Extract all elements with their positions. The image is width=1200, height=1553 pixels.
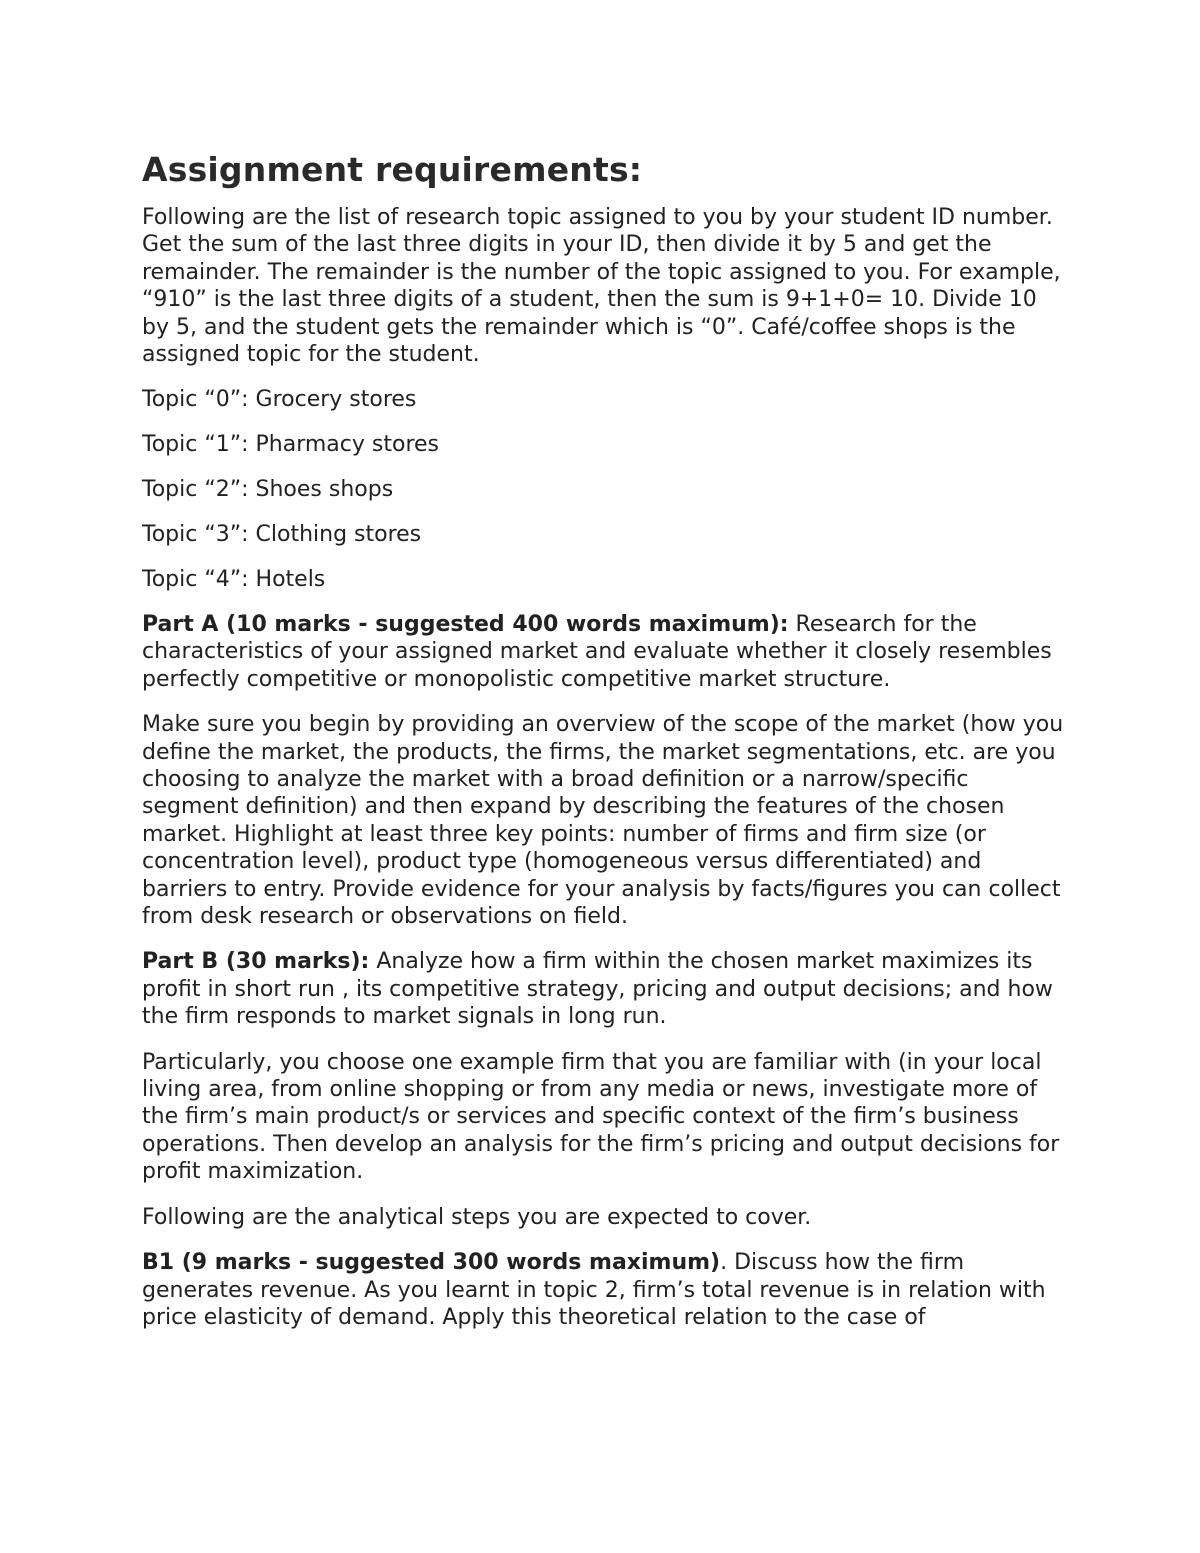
topic-item-0: Topic “0”: Grocery stores [142,387,417,413]
part-a-paragraph [142,611,1064,693]
topic-item-3: Topic “3”: Clothing stores [142,522,422,548]
topic-item-1: Topic “1”: Pharmacy stores [142,432,439,458]
part-a-heading: Part A (10 marks - suggested 400 words maximum): [142,611,789,637]
part-b-text: Analyze how a firm within the chosen market maximizes its profit in short run , its competitive strategy, pricing and output decisions; and how the firm responds to market signals in long run. [142,949,1053,1030]
steps-intro-paragraph: Following are the analytical steps you are expected to cover. [142,1204,812,1230]
part-b-detail-paragraph: Particularly, you choose one example firm that you are familiar with (in your local living area, from online shopping or from any media or news, investigate more of the firm’s main product/s or services and specific context of the firm’s business operations. Then develop an analysis for the firm’s pricing and output decisions for profit maximization. [142,1049,1060,1185]
b1-text: . Discuss how the firm generates revenue. As you learnt in topic 2, firm’s total revenue is in relation with price elasticity of demand. Apply this theoretical relation to the case of [142,1250,1046,1330]
part-b-heading: Part B (30 marks): [142,949,370,975]
topic-item-2: Topic “2”: Shoes shops [142,477,394,503]
document-page [142,148,1064,1349]
page-title: Assignment requirements: [142,150,643,189]
part-b-paragraph [142,948,1064,1030]
b1-heading: B1 (9 marks - suggested 300 words maximum) [142,1250,721,1276]
part-a-text: Research for the characteristics of your assigned market and evaluate whether it closely resembles perfectly competitive or monopolistic competitive market structure. [142,611,1052,692]
part-a-detail-paragraph: Make sure you begin by providing an overview of the scope of the market (how you define the market, the products, the firms, the market segmentations, etc. are you choosing to analyze the market with a broad definition or a narrow/specific segment definition) and then expand by describing the features of the chosen market. Highlight at least three key points: number of firms and firm size (or concentration level), product type (homogeneous versus differentiated) and barriers to entry. Provide evidence for your analysis by facts/figures you can collect from desk research or observations on field. [142,712,1064,930]
topic-item-4: Topic “4”: Hotels [142,567,326,593]
b1-paragraph [142,1249,1064,1331]
intro-paragraph: Following are the list of research topic assigned to you by your student ID number. Get the sum of the last three digits in your ID, then divide it by 5 and get the remainder. The remainder is the number of the topic assigned to you. For example, “910” is the last three digits of a student, then the sum is 9+1+0= 10. Divide 10 by 5, and the student gets the remainder which is “0”. Café/coffee shops is the assigned topic for the student. [142,205,1061,368]
